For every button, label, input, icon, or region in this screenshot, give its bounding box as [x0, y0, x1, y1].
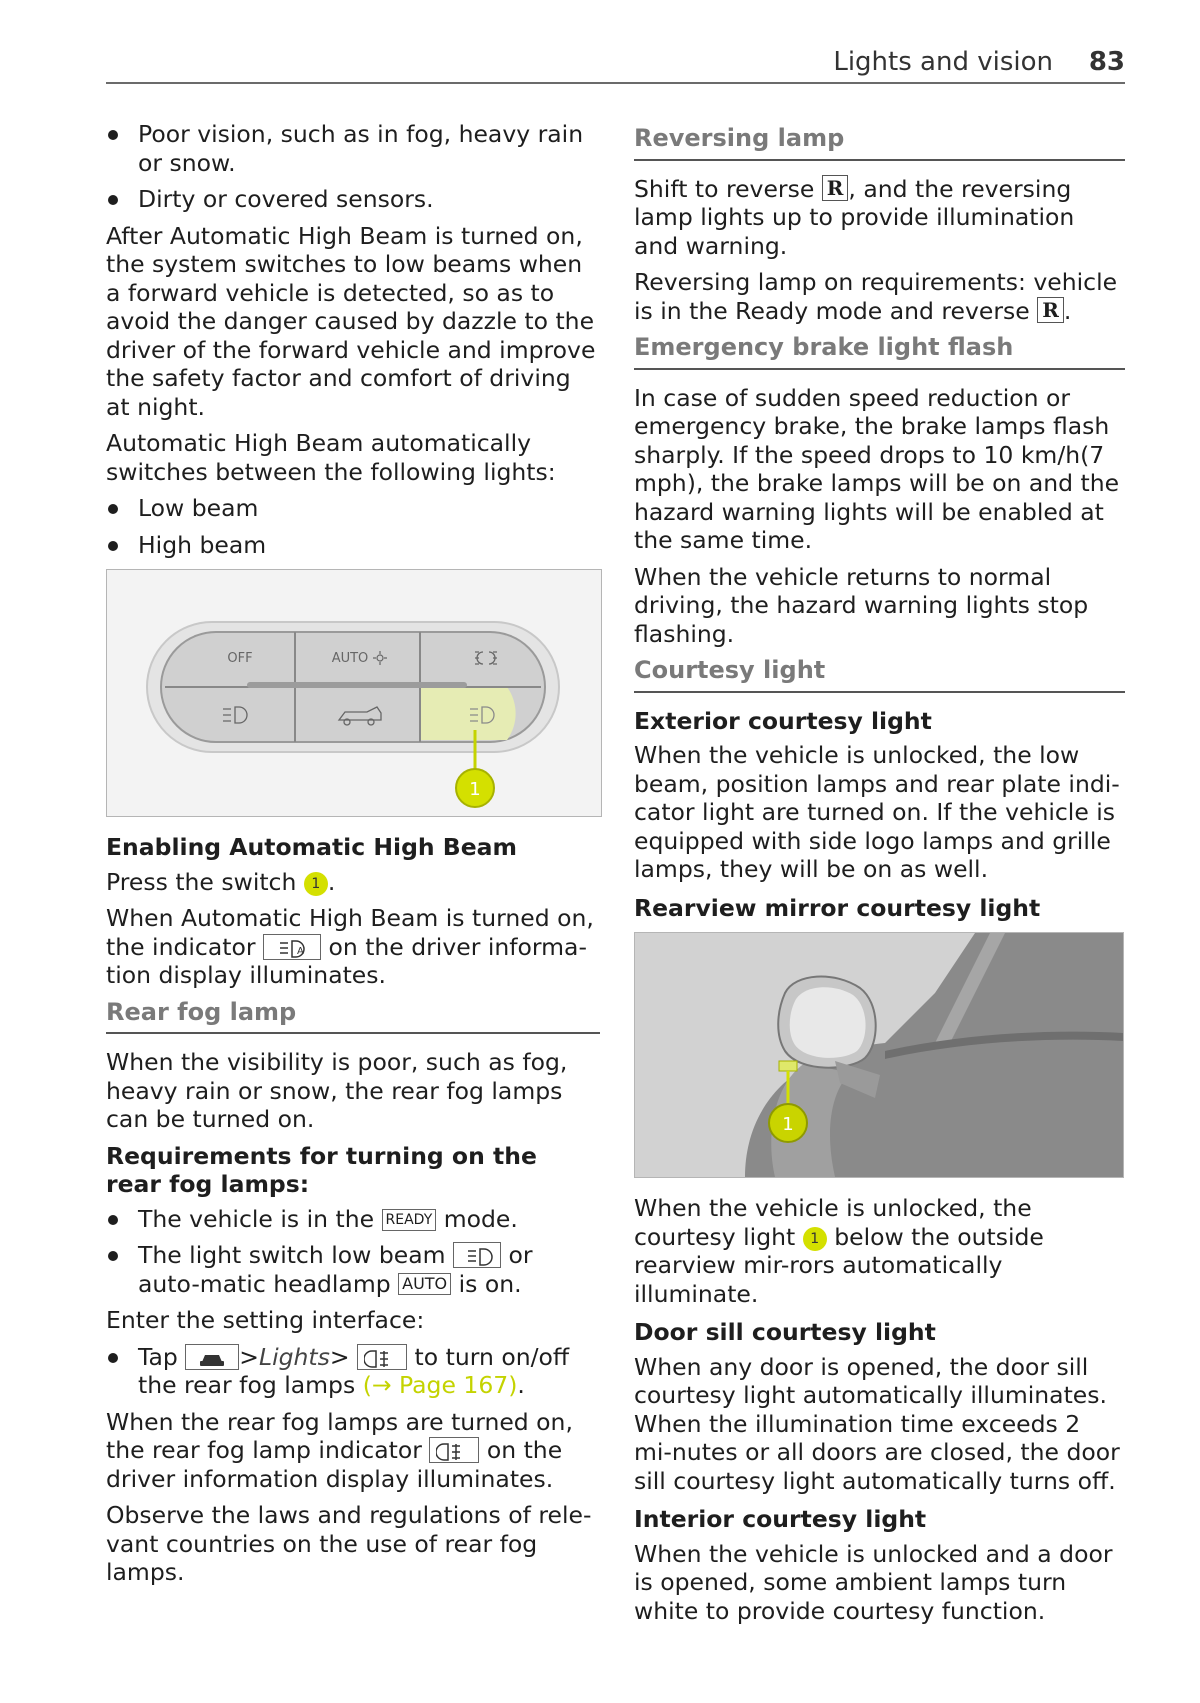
list-item	[106, 1205, 600, 1234]
paragraph: Observe the laws and regulations of rele-vant countries on the use of rear fog lamps.	[106, 1501, 592, 1586]
indicator-text: When Automatic High Beam is turned on, the indicator	[106, 904, 594, 961]
mirror-text: When the vehicle is unlocked, the courtesy light	[634, 1194, 1032, 1251]
lights-menu-label: Lights	[258, 1342, 330, 1371]
press-end: .	[327, 867, 336, 896]
mirror-illustration	[635, 933, 1123, 1177]
press-paragraph	[106, 868, 600, 897]
reversing-req-paragraph	[634, 268, 1125, 325]
conditions-list	[106, 120, 600, 214]
left-column	[106, 120, 600, 1595]
tap-text: to turn on/off the rear fog lamps	[138, 1342, 570, 1399]
mirror-text-end: below the outside rearview mir-rors automatically illuminate.	[634, 1222, 1044, 1308]
page-link[interactable]: (→ Page 167)	[362, 1371, 518, 1399]
fog-ind-text: When the rear fog lamps are turned on, the rear fog lamp indicator	[106, 1407, 573, 1464]
paragraph: When the vehicle returns to normal driving, the hazard warning lights stop flashing.	[634, 562, 1089, 648]
chevron-right-icon: >	[239, 1342, 259, 1371]
chevron-right-icon: >	[329, 1342, 350, 1371]
reverse-gear-icon: R	[1037, 297, 1064, 323]
enable-title: Enabling Automatic High Beam	[106, 833, 517, 861]
light-switch-panel-illustration	[107, 570, 601, 816]
requirements-title: Requirements for turning on the rear fog lamps:	[106, 1141, 537, 1198]
interior-title: Interior courtesy light	[634, 1505, 927, 1533]
door-sill-title: Door sill courtesy light	[634, 1318, 936, 1346]
light-switch-figure	[106, 569, 602, 817]
rear-fog-heading: Rear fog lamp	[106, 998, 600, 1035]
rev-text-end: , and the reversing lamp lights up to provide illumination and warning.	[634, 174, 1075, 260]
tap-end: .	[517, 1371, 525, 1399]
mirror-callout-1: 1	[782, 1114, 794, 1135]
list-item	[106, 1241, 600, 1298]
courtesy-heading: Courtesy light	[634, 656, 1125, 693]
paragraph: In case of sudden speed reduction or emergency brake, the brake lamps flash sharply. If the speed drops to 10 km/h(7 mph), the brake lamps will be on and the hazard warning lights will be enabled at the same time.	[634, 383, 1120, 554]
mirror-title: Rearview mirror courtesy light	[634, 893, 1041, 922]
callout-badge: 1	[304, 872, 328, 896]
rear-fog-indicator-icon	[429, 1437, 479, 1463]
svg-text:A: A	[296, 945, 304, 957]
paragraph: After Automatic High Beam is turned on, the system switches to low beams when a forward vehicle is detected, so as to avoid the danger caused by dazzle to the driver of the forward vehicle and improve the safety factor and comfort of driving at night.	[106, 221, 596, 421]
requirements-list	[106, 1205, 600, 1299]
mirror-figure	[634, 932, 1124, 1178]
page-number: 83	[1088, 47, 1125, 77]
paragraph: When the vehicle is unlocked and a door is opened, some ambient lamps turn white to provide courtesy function.	[634, 1539, 1113, 1625]
req-text: is on.	[458, 1269, 522, 1298]
paragraph: When the visibility is poor, such as fog, heavy rain or snow, the rear fog lamps can be turned on.	[106, 1048, 568, 1133]
auto-high-beam-indicator-icon	[263, 934, 321, 960]
tap-text: Tap	[138, 1342, 178, 1371]
paragraph: Automatic High Beam automatically switches between the following lights:	[106, 429, 556, 486]
tap-list	[106, 1343, 600, 1400]
list-item: Poor vision, such as in fog, heavy rain or snow.	[106, 120, 600, 177]
req-text: The light switch low beam	[138, 1241, 446, 1269]
beam-list	[106, 494, 600, 559]
req-text: or auto-matic headlamp	[138, 1241, 533, 1298]
indicator-paragraph	[106, 904, 600, 990]
callout-badge: 1	[803, 1227, 827, 1251]
section-title: Lights and vision	[833, 47, 1053, 77]
req-text: mode.	[443, 1204, 518, 1233]
paragraph: Enter the setting interface:	[106, 1306, 425, 1334]
list-item: Low beam	[106, 494, 600, 523]
car-settings-icon	[185, 1344, 239, 1370]
fog-ind-text-end: on the driver information display illuminates.	[106, 1436, 563, 1493]
list-item	[106, 1343, 600, 1400]
page-header	[106, 44, 1125, 84]
right-column	[634, 120, 1125, 1633]
reversing-paragraph	[634, 175, 1125, 261]
press-text: Press the switch	[106, 867, 297, 896]
reversing-heading: Reversing lamp	[634, 124, 1125, 161]
figure-callout-1: 1	[469, 779, 481, 800]
list-item: High beam	[106, 531, 600, 560]
rev-text: Shift to reverse	[634, 174, 815, 203]
paragraph: When any door is opened, the door sill courtesy light automatically illuminates. When the illumination time exceeds 2 mi-nutes or all doors are closed, the door sill courtesy light automatically turns off.	[634, 1352, 1120, 1495]
list-item: Dirty or covered sensors.	[106, 185, 600, 214]
exterior-title: Exterior courtesy light	[634, 706, 932, 735]
off-button-label: OFF	[227, 651, 253, 666]
req-text: The vehicle is in the	[138, 1204, 375, 1233]
indicator-text-end: on the driver informa-tion display illuminates.	[106, 932, 587, 989]
mirror-paragraph	[634, 1194, 1125, 1308]
auto-button-label: AUTO	[331, 651, 369, 666]
reverse-gear-icon: R	[822, 175, 849, 201]
ready-icon: READY	[382, 1209, 437, 1231]
low-beam-icon	[453, 1242, 501, 1268]
rear-fog-icon	[357, 1344, 407, 1370]
paragraph: When the vehicle is unlocked, the low beam, position lamps and rear plate indi-cator light are turned on. If the vehicle is equipped with side logo lamps and grille lamps, they will be on as well.	[634, 741, 1120, 883]
auto-icon: AUTO	[398, 1273, 451, 1295]
fog-indicator-paragraph	[106, 1408, 600, 1494]
rev-req-end: .	[1063, 296, 1072, 325]
rev-req-text: Reversing lamp on requirements: vehicle is in the Ready mode and reverse	[634, 268, 1118, 325]
ebl-heading: Emergency brake light flash	[634, 333, 1125, 370]
